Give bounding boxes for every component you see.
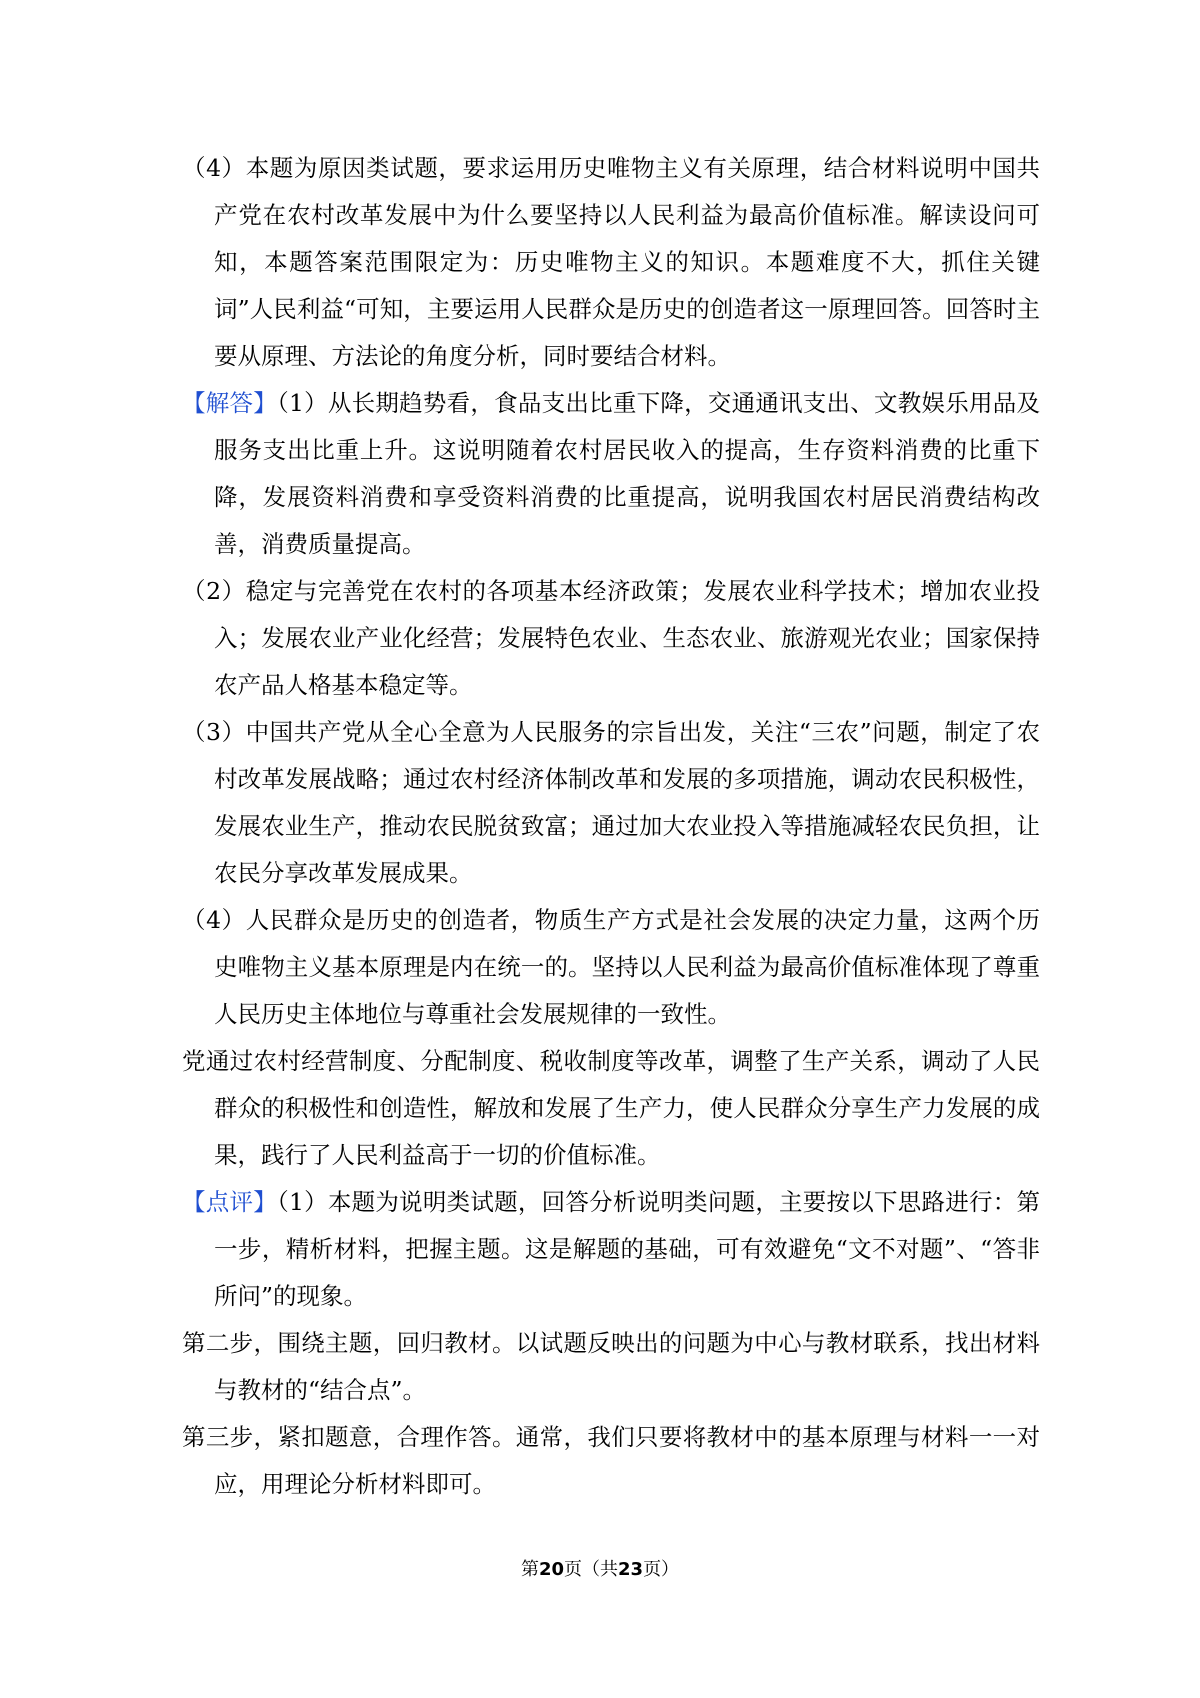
paragraph-text: （2）稳定与完善党在农村的各项基本经济政策；发展农业科学技术；增加农业投入；发展农业产业化经营；发展特色农业、生态农业、旅游观光农业；国家保持农产品人格基本稳定等。 <box>182 577 1040 699</box>
paragraph-text: 党通过农村经营制度、分配制度、税收制度等改革，调整了生产关系，调动了人民群众的积极性和创造性，解放和发展了生产力，使人民群众分享生产力发展的成果，践行了人民利益高于一切的价值标准。 <box>182 1047 1040 1169</box>
footer-prefix: 第 <box>520 1559 539 1580</box>
paragraph-analysis-4 <box>182 145 1040 380</box>
paragraph-answer-4 <box>182 897 1040 1038</box>
paragraph-answer-2 <box>182 568 1040 709</box>
answer-tag: 【解答】 <box>182 389 277 417</box>
paragraph-comment-step-2 <box>182 1320 1040 1414</box>
paragraph-answer-4-cont <box>182 1038 1040 1179</box>
footer-suffix: 页） <box>643 1559 680 1580</box>
footer-page-number: 20 <box>538 1559 564 1580</box>
paragraph-answer-3 <box>182 709 1040 897</box>
paragraph-text: 第三步，紧扣题意，合理作答。通常，我们只要将教材中的基本原理与材料一一对应，用理论分析材料即可。 <box>182 1423 1040 1498</box>
paragraph-text: （1）本题为说明类试题，回答分析说明类问题，主要按以下思路进行：第一步，精析材料，把握主题。这是解题的基础，可有效避免“文不对题”、“答非所问”的现象。 <box>214 1188 1041 1310</box>
paragraph-comment-step-3 <box>182 1414 1040 1508</box>
paragraph-text: 第二步，围绕主题，回归教材。以试题反映出的问题为中心与教材联系，找出材料与教材的“结合点”。 <box>182 1329 1040 1404</box>
paragraph-comment-1 <box>182 1179 1040 1320</box>
paragraph-text: （4）本题为原因类试题，要求运用历史唯物主义有关原理，结合材料说明中国共产党在农村改革发展中为什么要坚持以人民利益为最高价值标准。解读设问可知，本题答案范围限定为：历史唯物主义的知识。本题难度不大，抓住关键词”人民利益“可知，主要运用人民群众是历史的创造者这一原理回答。回答时主要从原理、方法论的角度分析，同时要结合材料。 <box>182 154 1040 370</box>
paragraph-answer-1 <box>182 380 1040 568</box>
paragraph-text: （4）人民群众是历史的创造者，物质生产方式是社会发展的决定力量，这两个历史唯物主义基本原理是内在统一的。坚持以人民利益为最高价值标准体现了尊重人民历史主体地位与尊重社会发展规律的一致性。 <box>182 906 1040 1028</box>
paragraph-text: （3）中国共产党从全心全意为人民服务的宗旨出发，关注“三农”问题，制定了农村改革发展战略；通过农村经济体制改革和发展的多项措施，调动农民积极性，发展农业生产，推动农民脱贫致富；通过加大农业投入等措施减轻农民负担，让农民分享改革发展成果。 <box>182 718 1040 887</box>
document-body <box>182 145 1040 1508</box>
paragraph-text: （1）从长期趋势看，食品支出比重下降，交通通讯支出、文教娱乐用品及服务支出比重上升。这说明随着农村居民收入的提高，生存资料消费的比重下降，发展资料消费和享受资料消费的比重提高，说明我国农村居民消费结构改善，消费质量提高。 <box>214 389 1041 558</box>
footer-total-pages: 23 <box>618 1559 644 1580</box>
page-footer <box>0 1558 1200 1582</box>
footer-middle: 页（共 <box>564 1559 618 1580</box>
comment-tag: 【点评】 <box>182 1188 277 1216</box>
